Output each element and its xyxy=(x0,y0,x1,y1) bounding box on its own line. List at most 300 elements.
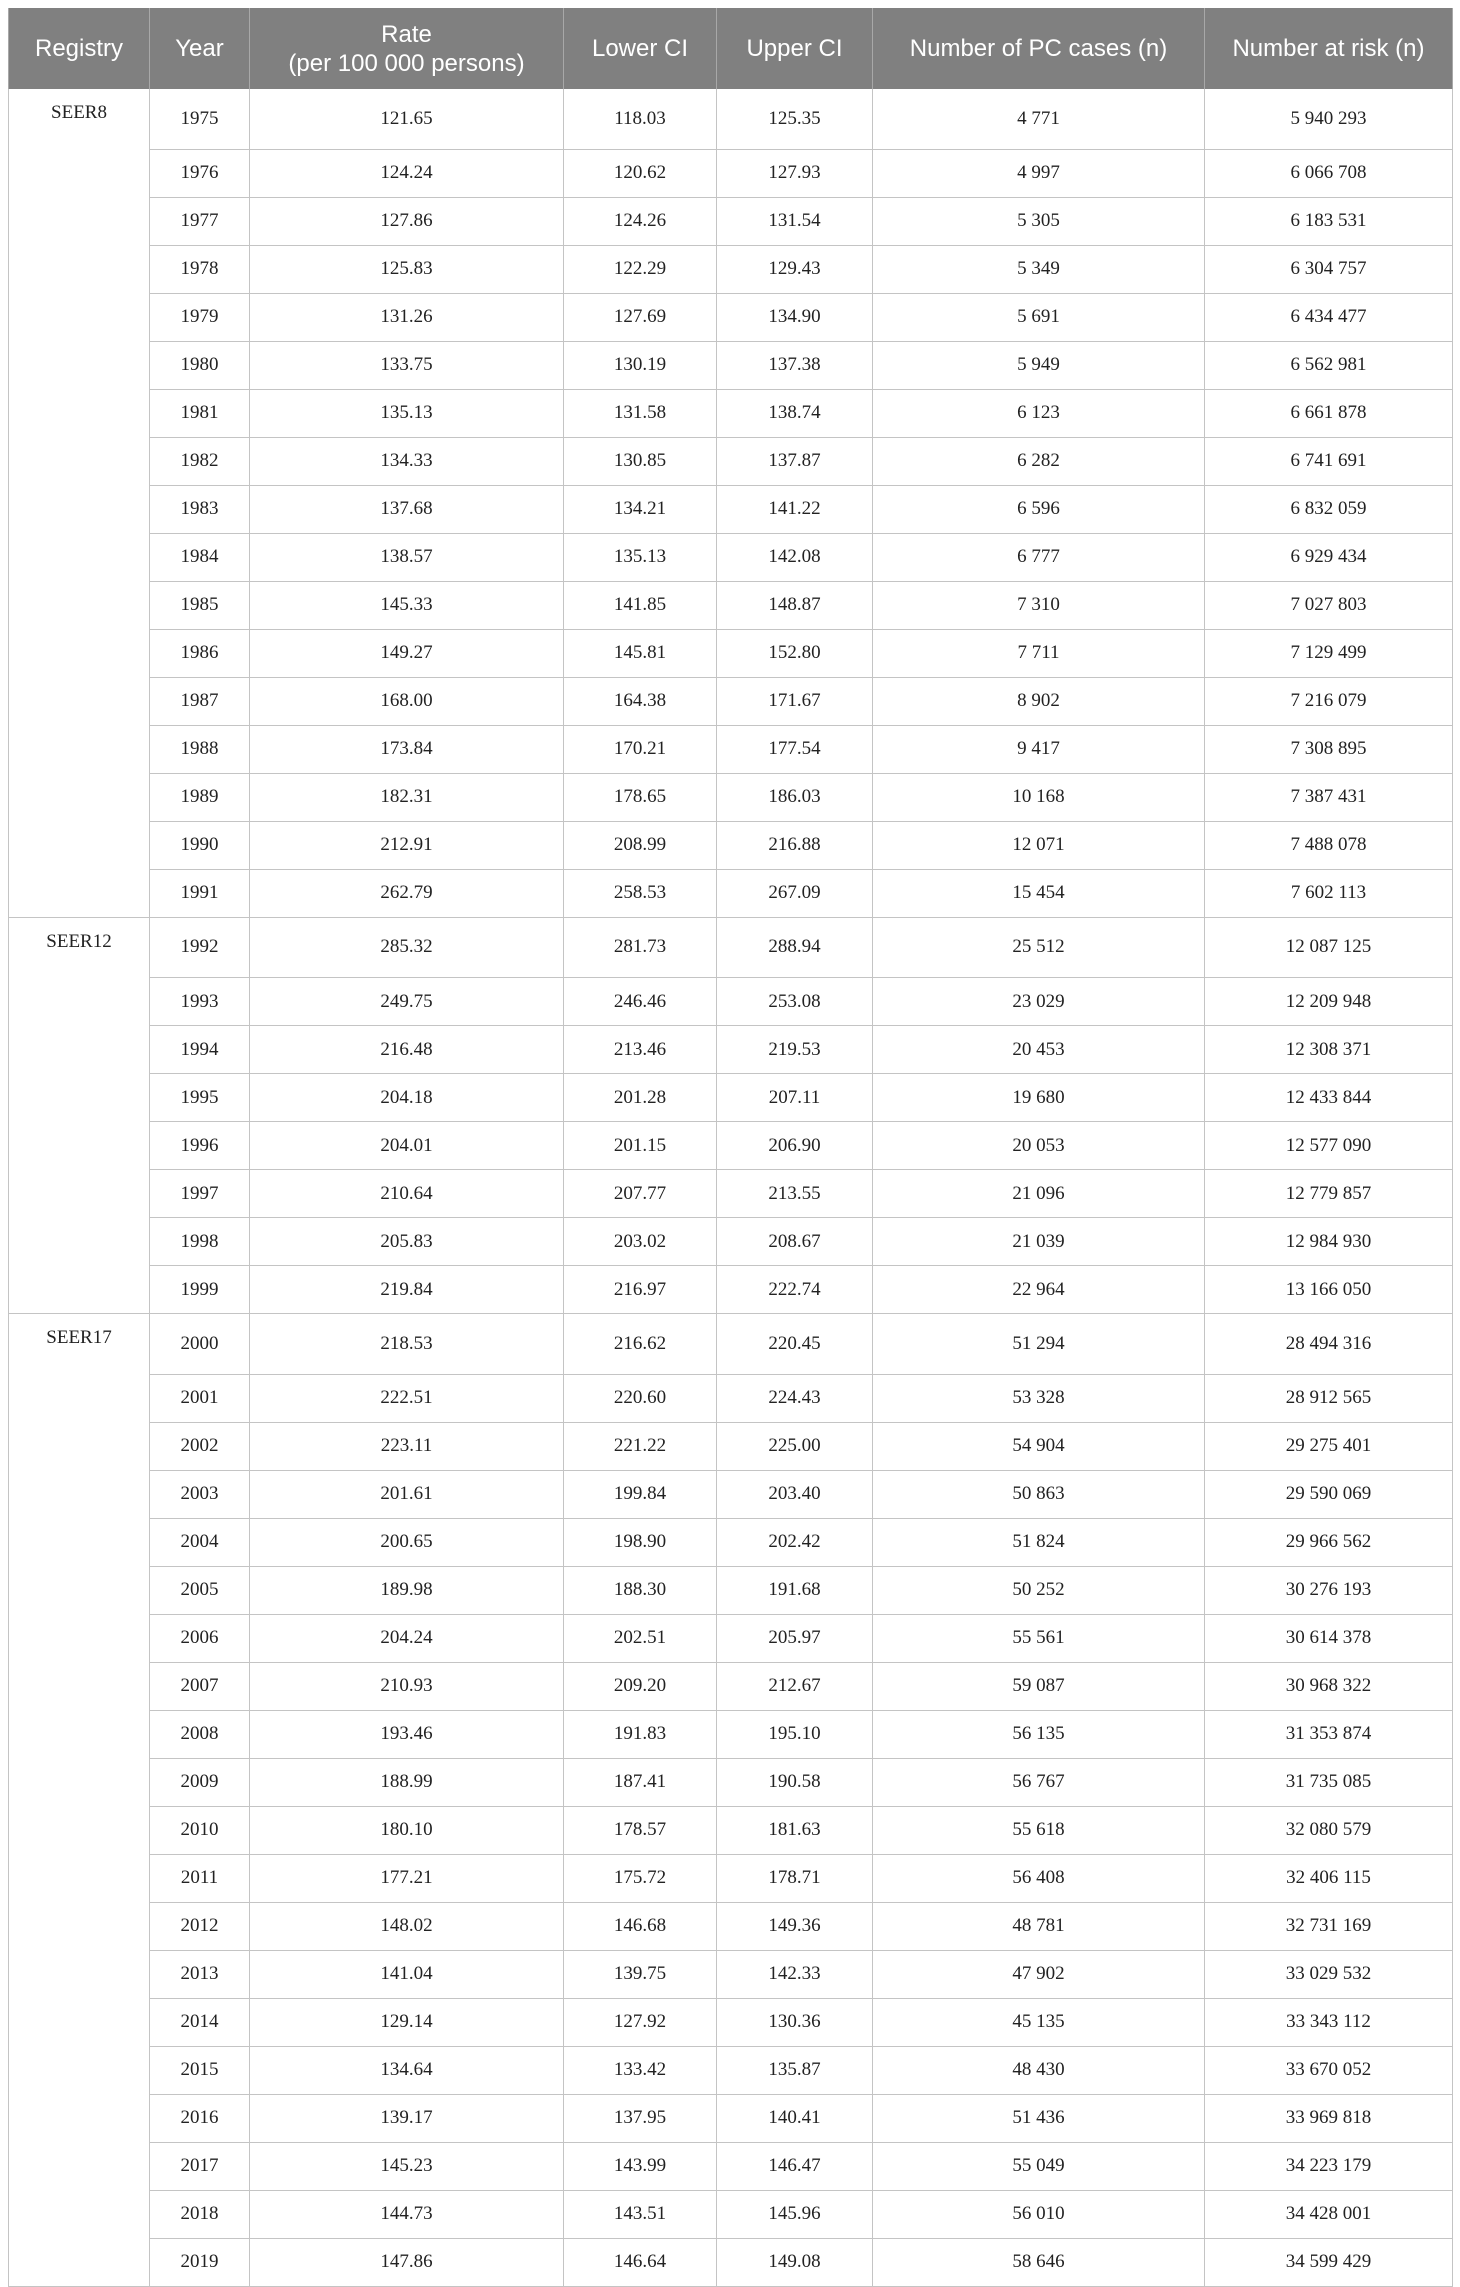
cell-rate: 145.23 xyxy=(250,2142,564,2190)
table-row xyxy=(9,2238,1453,2286)
cell-number-at-risk: 12 308 371 xyxy=(1205,1026,1453,1074)
cell-upper-ci: 134.90 xyxy=(717,293,873,341)
table-row xyxy=(9,869,1453,917)
cell-rate: 262.79 xyxy=(250,869,564,917)
cell-number-at-risk: 12 577 090 xyxy=(1205,1122,1453,1170)
table-row xyxy=(9,1902,1453,1950)
cell-upper-ci: 129.43 xyxy=(717,245,873,293)
table-row xyxy=(9,1518,1453,1566)
cell-pc-cases: 7 711 xyxy=(873,629,1205,677)
table-row xyxy=(9,1074,1453,1122)
cell-lower-ci: 258.53 xyxy=(564,869,717,917)
cell-upper-ci: 152.80 xyxy=(717,629,873,677)
cell-registry xyxy=(9,245,150,293)
cell-upper-ci: 213.55 xyxy=(717,1170,873,1218)
table-row xyxy=(9,1422,1453,1470)
cell-registry xyxy=(9,1266,150,1314)
cell-upper-ci: 222.74 xyxy=(717,1266,873,1314)
table-row xyxy=(9,149,1453,197)
cell-number-at-risk: 30 614 378 xyxy=(1205,1614,1453,1662)
cell-pc-cases: 4 997 xyxy=(873,149,1205,197)
cell-number-at-risk: 12 209 948 xyxy=(1205,978,1453,1026)
cell-lower-ci: 120.62 xyxy=(564,149,717,197)
cell-registry xyxy=(9,2046,150,2094)
cell-pc-cases: 19 680 xyxy=(873,1074,1205,1122)
cell-registry xyxy=(9,1710,150,1758)
cell-registry xyxy=(9,389,150,437)
cell-pc-cases: 20 053 xyxy=(873,1122,1205,1170)
cell-pc-cases: 23 029 xyxy=(873,978,1205,1026)
table-row xyxy=(9,1950,1453,1998)
cell-number-at-risk: 29 590 069 xyxy=(1205,1470,1453,1518)
cell-registry xyxy=(9,197,150,245)
cell-lower-ci: 170.21 xyxy=(564,725,717,773)
cell-lower-ci: 216.62 xyxy=(564,1314,717,1375)
cell-pc-cases: 50 863 xyxy=(873,1470,1205,1518)
cell-lower-ci: 146.68 xyxy=(564,1902,717,1950)
table-row xyxy=(9,2142,1453,2190)
cell-year: 2009 xyxy=(150,1758,250,1806)
cell-upper-ci: 137.38 xyxy=(717,341,873,389)
cell-pc-cases: 53 328 xyxy=(873,1374,1205,1422)
cell-number-at-risk: 32 080 579 xyxy=(1205,1806,1453,1854)
cell-upper-ci: 206.90 xyxy=(717,1122,873,1170)
cell-number-at-risk: 6 661 878 xyxy=(1205,389,1453,437)
cell-number-at-risk: 33 969 818 xyxy=(1205,2094,1453,2142)
table-row xyxy=(9,1266,1453,1314)
cell-rate: 133.75 xyxy=(250,341,564,389)
cell-lower-ci: 175.72 xyxy=(564,1854,717,1902)
incidence-table xyxy=(8,8,1453,2287)
cell-registry xyxy=(9,437,150,485)
cell-rate: 138.57 xyxy=(250,533,564,581)
cell-rate: 200.65 xyxy=(250,1518,564,1566)
cell-upper-ci: 224.43 xyxy=(717,1374,873,1422)
cell-year: 1995 xyxy=(150,1074,250,1122)
cell-pc-cases: 5 691 xyxy=(873,293,1205,341)
cell-upper-ci: 178.71 xyxy=(717,1854,873,1902)
cell-number-at-risk: 12 087 125 xyxy=(1205,917,1453,978)
cell-lower-ci: 213.46 xyxy=(564,1026,717,1074)
cell-upper-ci: 140.41 xyxy=(717,2094,873,2142)
cell-registry xyxy=(9,1218,150,1266)
table-row xyxy=(9,533,1453,581)
cell-registry xyxy=(9,821,150,869)
cell-rate: 204.01 xyxy=(250,1122,564,1170)
header-number-at-risk: Number at risk (n) xyxy=(1205,8,1453,89)
cell-number-at-risk: 6 183 531 xyxy=(1205,197,1453,245)
cell-upper-ci: 127.93 xyxy=(717,149,873,197)
cell-rate: 219.84 xyxy=(250,1266,564,1314)
cell-pc-cases: 56 408 xyxy=(873,1854,1205,1902)
cell-year: 1982 xyxy=(150,437,250,485)
cell-rate: 212.91 xyxy=(250,821,564,869)
cell-number-at-risk: 28 494 316 xyxy=(1205,1314,1453,1375)
table-row xyxy=(9,1758,1453,1806)
cell-upper-ci: 177.54 xyxy=(717,725,873,773)
cell-upper-ci: 253.08 xyxy=(717,978,873,1026)
cell-year: 1985 xyxy=(150,581,250,629)
cell-rate: 205.83 xyxy=(250,1218,564,1266)
cell-lower-ci: 191.83 xyxy=(564,1710,717,1758)
cell-upper-ci: 149.08 xyxy=(717,2238,873,2286)
cell-lower-ci: 135.13 xyxy=(564,533,717,581)
cell-number-at-risk: 29 275 401 xyxy=(1205,1422,1453,1470)
cell-year: 1997 xyxy=(150,1170,250,1218)
cell-pc-cases: 5 305 xyxy=(873,197,1205,245)
cell-year: 2015 xyxy=(150,2046,250,2094)
cell-year: 1977 xyxy=(150,197,250,245)
cell-pc-cases: 55 049 xyxy=(873,2142,1205,2190)
table-row xyxy=(9,1806,1453,1854)
cell-pc-cases: 48 430 xyxy=(873,2046,1205,2094)
table-row xyxy=(9,1662,1453,1710)
cell-upper-ci: 208.67 xyxy=(717,1218,873,1266)
cell-upper-ci: 149.36 xyxy=(717,1902,873,1950)
cell-rate: 210.64 xyxy=(250,1170,564,1218)
cell-registry xyxy=(9,1662,150,1710)
cell-number-at-risk: 12 984 930 xyxy=(1205,1218,1453,1266)
cell-rate: 223.11 xyxy=(250,1422,564,1470)
cell-rate: 149.27 xyxy=(250,629,564,677)
cell-rate: 141.04 xyxy=(250,1950,564,1998)
table-row xyxy=(9,1218,1453,1266)
cell-lower-ci: 207.77 xyxy=(564,1170,717,1218)
cell-rate: 182.31 xyxy=(250,773,564,821)
cell-registry xyxy=(9,1566,150,1614)
cell-year: 2013 xyxy=(150,1950,250,1998)
cell-rate: 204.24 xyxy=(250,1614,564,1662)
cell-upper-ci: 212.67 xyxy=(717,1662,873,1710)
cell-rate: 144.73 xyxy=(250,2190,564,2238)
cell-registry xyxy=(9,629,150,677)
table-row xyxy=(9,1470,1453,1518)
cell-year: 2000 xyxy=(150,1314,250,1375)
cell-upper-ci: 202.42 xyxy=(717,1518,873,1566)
cell-rate: 173.84 xyxy=(250,725,564,773)
cell-lower-ci: 208.99 xyxy=(564,821,717,869)
cell-registry xyxy=(9,773,150,821)
cell-upper-ci: 131.54 xyxy=(717,197,873,245)
cell-number-at-risk: 33 670 052 xyxy=(1205,2046,1453,2094)
cell-pc-cases: 55 618 xyxy=(873,1806,1205,1854)
cell-upper-ci: 225.00 xyxy=(717,1422,873,1470)
cell-year: 2017 xyxy=(150,2142,250,2190)
cell-rate: 147.86 xyxy=(250,2238,564,2286)
table-row xyxy=(9,677,1453,725)
cell-lower-ci: 143.51 xyxy=(564,2190,717,2238)
cell-pc-cases: 45 135 xyxy=(873,1998,1205,2046)
cell-upper-ci: 137.87 xyxy=(717,437,873,485)
cell-pc-cases: 20 453 xyxy=(873,1026,1205,1074)
cell-lower-ci: 134.21 xyxy=(564,485,717,533)
cell-upper-ci: 141.22 xyxy=(717,485,873,533)
cell-lower-ci: 131.58 xyxy=(564,389,717,437)
cell-rate: 134.64 xyxy=(250,2046,564,2094)
cell-registry: SEER17 xyxy=(9,1314,150,1375)
cell-rate: 249.75 xyxy=(250,978,564,1026)
table-row xyxy=(9,485,1453,533)
cell-pc-cases: 6 777 xyxy=(873,533,1205,581)
cell-rate: 145.33 xyxy=(250,581,564,629)
cell-registry xyxy=(9,2094,150,2142)
cell-number-at-risk: 7 129 499 xyxy=(1205,629,1453,677)
cell-year: 2019 xyxy=(150,2238,250,2286)
cell-year: 1984 xyxy=(150,533,250,581)
table-body xyxy=(9,89,1453,2286)
cell-lower-ci: 209.20 xyxy=(564,1662,717,1710)
table-row xyxy=(9,1710,1453,1758)
header-registry: Registry xyxy=(9,8,150,89)
cell-lower-ci: 143.99 xyxy=(564,2142,717,2190)
cell-year: 1986 xyxy=(150,629,250,677)
cell-number-at-risk: 6 304 757 xyxy=(1205,245,1453,293)
cell-lower-ci: 133.42 xyxy=(564,2046,717,2094)
cell-rate: 127.86 xyxy=(250,197,564,245)
cell-upper-ci: 135.87 xyxy=(717,2046,873,2094)
cell-rate: 134.33 xyxy=(250,437,564,485)
cell-registry xyxy=(9,978,150,1026)
cell-lower-ci: 164.38 xyxy=(564,677,717,725)
table-row xyxy=(9,629,1453,677)
cell-number-at-risk: 28 912 565 xyxy=(1205,1374,1453,1422)
table-row xyxy=(9,1998,1453,2046)
table-row xyxy=(9,245,1453,293)
cell-rate: 137.68 xyxy=(250,485,564,533)
cell-number-at-risk: 7 027 803 xyxy=(1205,581,1453,629)
cell-rate: 148.02 xyxy=(250,1902,564,1950)
cell-year: 2004 xyxy=(150,1518,250,1566)
cell-year: 2012 xyxy=(150,1902,250,1950)
cell-lower-ci: 202.51 xyxy=(564,1614,717,1662)
cell-registry xyxy=(9,341,150,389)
cell-number-at-risk: 33 343 112 xyxy=(1205,1998,1453,2046)
cell-number-at-risk: 7 602 113 xyxy=(1205,869,1453,917)
cell-upper-ci: 142.33 xyxy=(717,1950,873,1998)
cell-number-at-risk: 6 832 059 xyxy=(1205,485,1453,533)
cell-rate: 124.24 xyxy=(250,149,564,197)
cell-year: 1987 xyxy=(150,677,250,725)
cell-year: 1983 xyxy=(150,485,250,533)
cell-number-at-risk: 7 387 431 xyxy=(1205,773,1453,821)
cell-registry xyxy=(9,1374,150,1422)
cell-lower-ci: 137.95 xyxy=(564,2094,717,2142)
cell-year: 1996 xyxy=(150,1122,250,1170)
table-row xyxy=(9,1854,1453,1902)
cell-year: 2001 xyxy=(150,1374,250,1422)
table-row xyxy=(9,389,1453,437)
cell-year: 1991 xyxy=(150,869,250,917)
cell-rate: 204.18 xyxy=(250,1074,564,1122)
cell-number-at-risk: 34 428 001 xyxy=(1205,2190,1453,2238)
cell-registry xyxy=(9,1806,150,1854)
cell-year: 2011 xyxy=(150,1854,250,1902)
cell-year: 1975 xyxy=(150,89,250,149)
cell-registry xyxy=(9,869,150,917)
cell-year: 2014 xyxy=(150,1998,250,2046)
cell-pc-cases: 5 949 xyxy=(873,341,1205,389)
table-row xyxy=(9,293,1453,341)
cell-lower-ci: 198.90 xyxy=(564,1518,717,1566)
table-row xyxy=(9,917,1453,978)
cell-year: 1979 xyxy=(150,293,250,341)
cell-rate: 222.51 xyxy=(250,1374,564,1422)
cell-rate: 218.53 xyxy=(250,1314,564,1375)
cell-pc-cases: 56 135 xyxy=(873,1710,1205,1758)
cell-lower-ci: 118.03 xyxy=(564,89,717,149)
cell-lower-ci: 199.84 xyxy=(564,1470,717,1518)
cell-pc-cases: 47 902 xyxy=(873,1950,1205,1998)
cell-registry xyxy=(9,1518,150,1566)
cell-pc-cases: 6 282 xyxy=(873,437,1205,485)
cell-rate: 188.99 xyxy=(250,1758,564,1806)
cell-upper-ci: 191.68 xyxy=(717,1566,873,1614)
cell-lower-ci: 178.57 xyxy=(564,1806,717,1854)
cell-pc-cases: 12 071 xyxy=(873,821,1205,869)
cell-rate: 180.10 xyxy=(250,1806,564,1854)
table-row xyxy=(9,89,1453,149)
cell-registry xyxy=(9,725,150,773)
table-row xyxy=(9,1614,1453,1662)
cell-upper-ci: 207.11 xyxy=(717,1074,873,1122)
table-row xyxy=(9,725,1453,773)
cell-upper-ci: 219.53 xyxy=(717,1026,873,1074)
cell-year: 2003 xyxy=(150,1470,250,1518)
cell-number-at-risk: 33 029 532 xyxy=(1205,1950,1453,1998)
cell-number-at-risk: 5 940 293 xyxy=(1205,89,1453,149)
table-row xyxy=(9,978,1453,1026)
cell-registry xyxy=(9,1074,150,1122)
cell-year: 1992 xyxy=(150,917,250,978)
cell-lower-ci: 130.19 xyxy=(564,341,717,389)
cell-upper-ci: 145.96 xyxy=(717,2190,873,2238)
table-row xyxy=(9,341,1453,389)
cell-lower-ci: 203.02 xyxy=(564,1218,717,1266)
cell-registry xyxy=(9,1422,150,1470)
table-row xyxy=(9,197,1453,245)
cell-pc-cases: 56 767 xyxy=(873,1758,1205,1806)
cell-year: 1994 xyxy=(150,1026,250,1074)
cell-number-at-risk: 7 488 078 xyxy=(1205,821,1453,869)
cell-pc-cases: 22 964 xyxy=(873,1266,1205,1314)
cell-lower-ci: 246.46 xyxy=(564,978,717,1026)
table-row xyxy=(9,1170,1453,1218)
cell-registry xyxy=(9,1614,150,1662)
cell-registry xyxy=(9,485,150,533)
cell-pc-cases: 8 902 xyxy=(873,677,1205,725)
cell-registry xyxy=(9,149,150,197)
cell-registry xyxy=(9,677,150,725)
cell-lower-ci: 146.64 xyxy=(564,2238,717,2286)
cell-number-at-risk: 29 966 562 xyxy=(1205,1518,1453,1566)
table-row xyxy=(9,1566,1453,1614)
cell-year: 1989 xyxy=(150,773,250,821)
cell-pc-cases: 51 436 xyxy=(873,2094,1205,2142)
cell-rate: 168.00 xyxy=(250,677,564,725)
cell-lower-ci: 188.30 xyxy=(564,1566,717,1614)
cell-lower-ci: 139.75 xyxy=(564,1950,717,1998)
cell-pc-cases: 55 561 xyxy=(873,1614,1205,1662)
cell-rate: 216.48 xyxy=(250,1026,564,1074)
cell-lower-ci: 221.22 xyxy=(564,1422,717,1470)
cell-year: 2016 xyxy=(150,2094,250,2142)
cell-lower-ci: 127.92 xyxy=(564,1998,717,2046)
header-rate xyxy=(250,8,564,89)
cell-lower-ci: 122.29 xyxy=(564,245,717,293)
cell-year: 1988 xyxy=(150,725,250,773)
cell-upper-ci: 148.87 xyxy=(717,581,873,629)
cell-year: 1978 xyxy=(150,245,250,293)
cell-upper-ci: 142.08 xyxy=(717,533,873,581)
cell-number-at-risk: 7 216 079 xyxy=(1205,677,1453,725)
cell-pc-cases: 25 512 xyxy=(873,917,1205,978)
cell-pc-cases: 6 123 xyxy=(873,389,1205,437)
cell-number-at-risk: 34 223 179 xyxy=(1205,2142,1453,2190)
cell-registry xyxy=(9,1902,150,1950)
cell-upper-ci: 186.03 xyxy=(717,773,873,821)
cell-year: 1976 xyxy=(150,149,250,197)
cell-year: 1993 xyxy=(150,978,250,1026)
header-rate-line1: Rate xyxy=(381,20,432,48)
cell-pc-cases: 54 904 xyxy=(873,1422,1205,1470)
cell-number-at-risk: 12 433 844 xyxy=(1205,1074,1453,1122)
cell-registry xyxy=(9,533,150,581)
table-row xyxy=(9,2046,1453,2094)
cell-registry xyxy=(9,581,150,629)
incidence-table-container xyxy=(8,8,1452,2287)
cell-year: 2002 xyxy=(150,1422,250,1470)
cell-upper-ci: 190.58 xyxy=(717,1758,873,1806)
cell-number-at-risk: 32 406 115 xyxy=(1205,1854,1453,1902)
cell-registry xyxy=(9,1170,150,1218)
cell-pc-cases: 59 087 xyxy=(873,1662,1205,1710)
cell-year: 2005 xyxy=(150,1566,250,1614)
cell-lower-ci: 145.81 xyxy=(564,629,717,677)
cell-upper-ci: 125.35 xyxy=(717,89,873,149)
cell-registry: SEER12 xyxy=(9,917,150,978)
cell-year: 1980 xyxy=(150,341,250,389)
cell-number-at-risk: 30 276 193 xyxy=(1205,1566,1453,1614)
cell-registry xyxy=(9,1758,150,1806)
cell-number-at-risk: 6 434 477 xyxy=(1205,293,1453,341)
cell-lower-ci: 187.41 xyxy=(564,1758,717,1806)
cell-year: 2008 xyxy=(150,1710,250,1758)
cell-lower-ci: 141.85 xyxy=(564,581,717,629)
table-header xyxy=(9,8,1453,89)
cell-number-at-risk: 31 735 085 xyxy=(1205,1758,1453,1806)
cell-year: 1981 xyxy=(150,389,250,437)
cell-pc-cases: 51 294 xyxy=(873,1314,1205,1375)
cell-rate: 125.83 xyxy=(250,245,564,293)
cell-year: 1998 xyxy=(150,1218,250,1266)
cell-rate: 201.61 xyxy=(250,1470,564,1518)
cell-pc-cases: 56 010 xyxy=(873,2190,1205,2238)
cell-pc-cases: 21 096 xyxy=(873,1170,1205,1218)
cell-registry xyxy=(9,1122,150,1170)
cell-pc-cases: 48 781 xyxy=(873,1902,1205,1950)
cell-rate: 177.21 xyxy=(250,1854,564,1902)
cell-upper-ci: 267.09 xyxy=(717,869,873,917)
cell-year: 2006 xyxy=(150,1614,250,1662)
header-year: Year xyxy=(150,8,250,89)
table-row xyxy=(9,437,1453,485)
cell-lower-ci: 281.73 xyxy=(564,917,717,978)
cell-pc-cases: 15 454 xyxy=(873,869,1205,917)
cell-pc-cases: 5 349 xyxy=(873,245,1205,293)
cell-year: 2018 xyxy=(150,2190,250,2238)
cell-number-at-risk: 6 929 434 xyxy=(1205,533,1453,581)
cell-number-at-risk: 34 599 429 xyxy=(1205,2238,1453,2286)
